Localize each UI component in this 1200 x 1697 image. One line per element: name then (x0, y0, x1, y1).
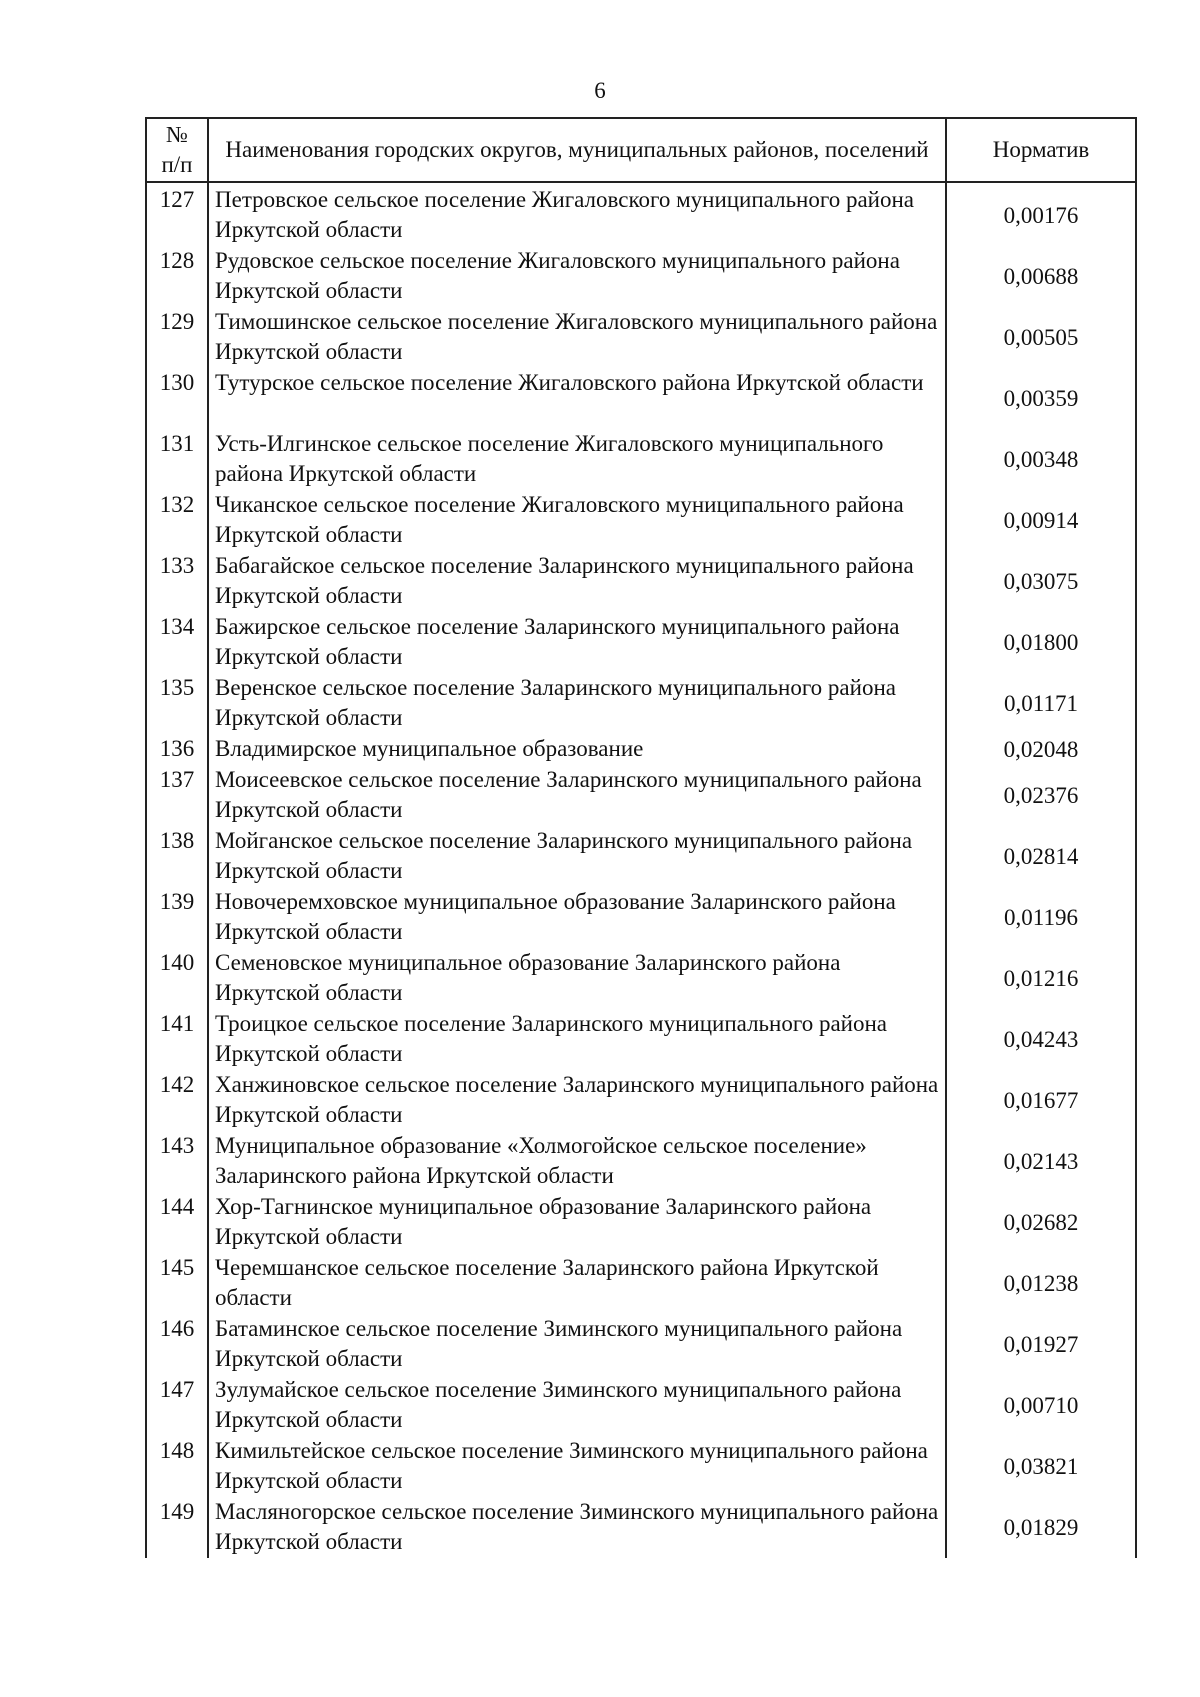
table-row (146, 551, 1136, 612)
normative-table-container (145, 117, 1135, 1554)
row-value: 0,00688 (946, 246, 1136, 307)
row-value: 0,01238 (946, 1253, 1136, 1314)
row-value: 0,02814 (946, 826, 1136, 887)
row-name: Бабагайское сельское поселение Заларинского муниципального района Иркутской области (208, 551, 946, 612)
table-row (146, 948, 1136, 1009)
row-number: 132 (146, 490, 208, 551)
row-value: 0,01677 (946, 1070, 1136, 1131)
table-body (146, 182, 1136, 1558)
row-value: 0,01800 (946, 612, 1136, 673)
table-row (146, 612, 1136, 673)
table-row (146, 887, 1136, 948)
table-row (146, 1497, 1136, 1558)
row-name: Мойганское сельское поселение Заларинского муниципального района Иркутской области (208, 826, 946, 887)
row-name: Муниципальное образование «Холмогойское сельское поселение» Заларинского района Иркутской области (208, 1131, 946, 1192)
row-number: 131 (146, 429, 208, 490)
table-row (146, 1131, 1136, 1192)
header-row (146, 118, 1136, 182)
row-number: 134 (146, 612, 208, 673)
header-number-line1: № (166, 122, 188, 147)
row-number: 148 (146, 1436, 208, 1497)
row-name: Кимильтейское сельское поселение Зиминского муниципального района Иркутской области (208, 1436, 946, 1497)
row-name: Рудовское сельское поселение Жигаловского муниципального района Иркутской области (208, 246, 946, 307)
page-number: 6 (594, 78, 606, 103)
row-number: 128 (146, 246, 208, 307)
row-number: 144 (146, 1192, 208, 1253)
table-row (146, 246, 1136, 307)
row-name: Масляногорское сельское поселение Зиминского муниципального района Иркутской области (208, 1497, 946, 1558)
row-number: 137 (146, 765, 208, 826)
table-row (146, 1253, 1136, 1314)
row-value: 0,00914 (946, 490, 1136, 551)
row-number: 139 (146, 887, 208, 948)
row-number: 146 (146, 1314, 208, 1375)
row-name: Владимирское муниципальное образование (208, 734, 946, 765)
row-value: 0,02376 (946, 765, 1136, 826)
row-name: Троицкое сельское поселение Заларинского муниципального района Иркутской области (208, 1009, 946, 1070)
row-value: 0,01171 (946, 673, 1136, 734)
row-number: 129 (146, 307, 208, 368)
row-value: 0,00176 (946, 182, 1136, 246)
row-value: 0,03075 (946, 551, 1136, 612)
row-value: 0,00710 (946, 1375, 1136, 1436)
table-row (146, 182, 1136, 246)
row-number: 149 (146, 1497, 208, 1558)
row-value: 0,00505 (946, 307, 1136, 368)
table-row (146, 765, 1136, 826)
row-number: 138 (146, 826, 208, 887)
row-name: Ханжиновское сельское поселение Заларинского муниципального района Иркутской области (208, 1070, 946, 1131)
row-name: Бажирское сельское поселение Заларинского муниципального района Иркутской области (208, 612, 946, 673)
row-name: Черемшанское сельское поселение Заларинского района Иркутской области (208, 1253, 946, 1314)
row-number: 127 (146, 182, 208, 246)
row-value: 0,01216 (946, 948, 1136, 1009)
header-name: Наименования городских округов, муниципальных районов, поселений (208, 118, 946, 182)
row-name: Веренское сельское поселение Заларинского муниципального района Иркутской области (208, 673, 946, 734)
table-row (146, 1436, 1136, 1497)
table-row (146, 429, 1136, 490)
row-number: 145 (146, 1253, 208, 1314)
header-value: Норматив (946, 118, 1136, 182)
row-number: 141 (146, 1009, 208, 1070)
row-value: 0,01927 (946, 1314, 1136, 1375)
row-name: Усть-Илгинское сельское поселение Жигаловского муниципального района Иркутской области (208, 429, 946, 490)
row-name: Хор-Тагнинское муниципальное образование Заларинского района Иркутской области (208, 1192, 946, 1253)
row-number: 135 (146, 673, 208, 734)
row-name: Петровское сельское поселение Жигаловского муниципального района Иркутской области (208, 182, 946, 246)
row-value: 0,02682 (946, 1192, 1136, 1253)
row-name: Батаминское сельское поселение Зиминского муниципального района Иркутской области (208, 1314, 946, 1375)
table-row (146, 1192, 1136, 1253)
header-number (146, 118, 208, 182)
row-number: 147 (146, 1375, 208, 1436)
row-value: 0,02143 (946, 1131, 1136, 1192)
row-name: Чиканское сельское поселение Жигаловского муниципального района Иркутской области (208, 490, 946, 551)
table-row (146, 1070, 1136, 1131)
row-value: 0,02048 (946, 734, 1136, 765)
table-row (146, 490, 1136, 551)
row-number: 136 (146, 734, 208, 765)
row-number: 140 (146, 948, 208, 1009)
row-value: 0,03821 (946, 1436, 1136, 1497)
table-row (146, 734, 1136, 765)
table-row (146, 1314, 1136, 1375)
row-number: 143 (146, 1131, 208, 1192)
row-value: 0,00348 (946, 429, 1136, 490)
row-value: 0,00359 (946, 368, 1136, 429)
normative-table (145, 117, 1137, 1558)
row-number: 130 (146, 368, 208, 429)
table-row (146, 826, 1136, 887)
table-row (146, 368, 1136, 429)
row-name: Тимошинское сельское поселение Жигаловского муниципального района Иркутской области (208, 307, 946, 368)
header-number-line2: п/п (161, 152, 193, 177)
row-number: 142 (146, 1070, 208, 1131)
row-value: 0,04243 (946, 1009, 1136, 1070)
table-row (146, 1375, 1136, 1436)
table-row (146, 1009, 1136, 1070)
table-row (146, 673, 1136, 734)
row-name: Моисеевское сельское поселение Заларинского муниципального района Иркутской области (208, 765, 946, 826)
row-name: Зулумайское сельское поселение Зиминского муниципального района Иркутской области (208, 1375, 946, 1436)
row-name: Новочеремховское муниципальное образование Заларинского района Иркутской области (208, 887, 946, 948)
row-value: 0,01829 (946, 1497, 1136, 1558)
table-header (146, 118, 1136, 182)
row-name: Семеновское муниципальное образование Заларинского района Иркутской области (208, 948, 946, 1009)
row-name: Тутурское сельское поселение Жигаловского района Иркутской области (208, 368, 946, 429)
row-value: 0,01196 (946, 887, 1136, 948)
table-row (146, 307, 1136, 368)
row-number: 133 (146, 551, 208, 612)
